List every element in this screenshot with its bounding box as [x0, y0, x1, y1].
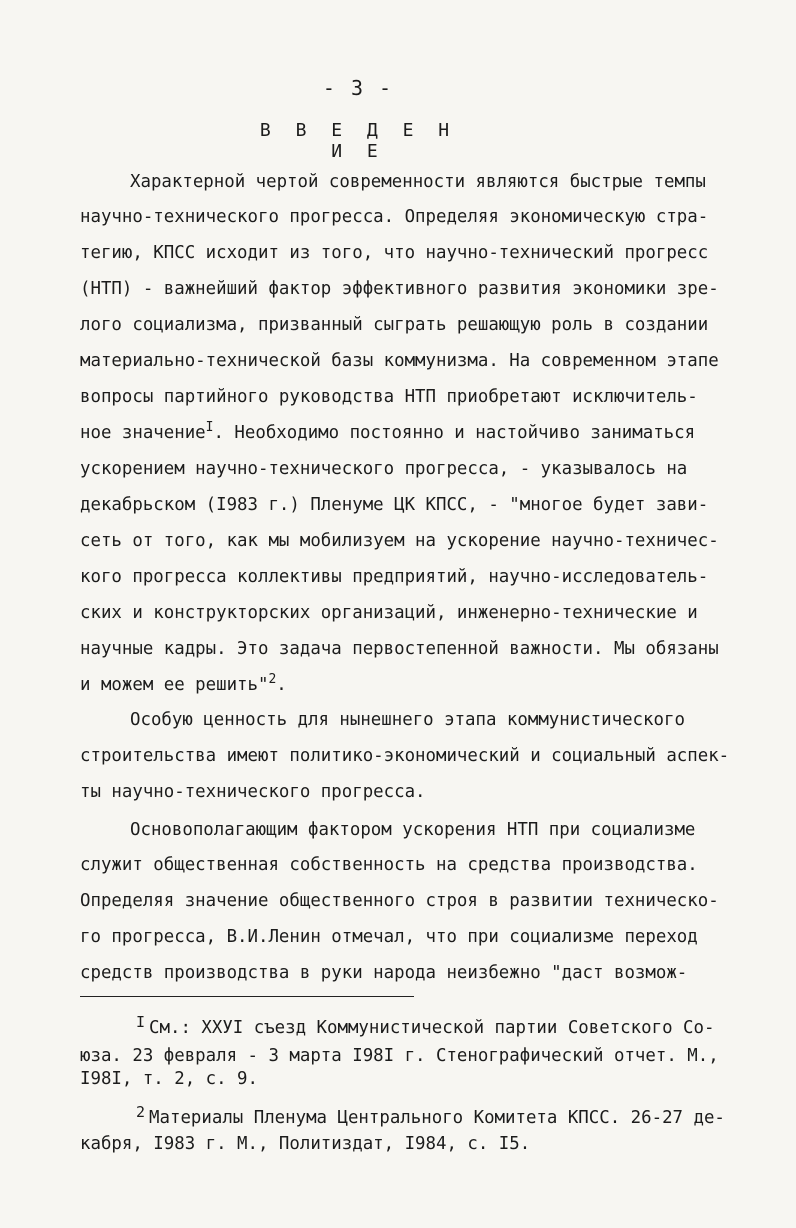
text-fragment: . [276, 675, 287, 695]
footnote-text: См.: ХХУI съезд Коммунистической партии Советского Со- [149, 1018, 715, 1038]
text-line: научно-технического прогресса. Определяя экономическую стра- [80, 207, 709, 227]
footnote-line: кабря, I983 г. М., Политиздат, I984, с. I5. [80, 1134, 531, 1154]
text-line: Особую ценность для нынешнего этапа коммунистического [130, 710, 685, 730]
footnote-line: юза. 23 февраля - 3 марта I98I г. Стенографический отчет. М., [80, 1046, 719, 1066]
text-line: (НТП) - важнейший фактор эффективного развития экономики зре- [80, 279, 719, 299]
text-line: вопросы партийного руководства НТП приобретают исключитель- [80, 387, 698, 407]
text-line: средств производства в руки народа неизбежно "даст возмож- [80, 963, 688, 983]
text-line: тегию, КПСС исходит из того, что научно-технический прогресс [80, 243, 709, 263]
text-line: кого прогресса коллективы предприятий, научно-исследователь- [80, 567, 709, 587]
text-line [80, 673, 287, 697]
text-line: материально-технической базы коммунизма. На современном этапе [80, 351, 719, 371]
section-heading: В В Е Д Е Н И Е [259, 120, 457, 162]
footnote-1 [136, 1013, 715, 1040]
text-line: сеть от того, как мы мобилизуем на ускорение научно-техничес- [80, 531, 719, 551]
footnote-marker: 2 [136, 1103, 146, 1121]
text-line: Определяя значение общественного строя в развитии техническо- [80, 891, 719, 911]
text-line: строительства имеют политико-экономический и социальный аспек- [80, 746, 730, 766]
footnote-2 [136, 1103, 725, 1130]
text-fragment: . Необходимо постоянно и настойчиво заниматься [213, 423, 696, 443]
text-line: научные кадры. Это задача первостепенной важности. Мы обязаны [80, 639, 719, 659]
text-line: ускорением научно-технического прогресса, - указывалось на [80, 459, 688, 479]
text-line: го прогресса, В.И.Ленин отмечал, что при социализме переход [80, 927, 698, 947]
footnote-text: Материалы Пленума Центрального Комитета КПСС. 26-27 де- [149, 1108, 725, 1128]
footnote-separator [80, 996, 414, 997]
text-line: ских и конструкторских организаций, инженерно-технические и [80, 603, 698, 623]
text-line: Характерной чертой современности являются быстрые темпы [130, 172, 706, 192]
text-line: ты научно-технического прогресса. [80, 782, 426, 802]
text-fragment: ное значение [80, 423, 206, 443]
footnote-ref-1: I [205, 420, 214, 435]
text-line: декабрьском (I983 г.) Пленуме ЦК КПСС, - "многое будет зави- [80, 495, 709, 515]
footnote-line: I98I, т. 2, с. 9. [80, 1069, 258, 1089]
footnote-marker: I [136, 1013, 146, 1031]
text-fragment: и можем ее решить" [80, 675, 269, 695]
text-line [80, 421, 695, 445]
text-line: лого социализма, призванный сыграть решающую роль в создании [80, 315, 709, 335]
footnote-ref-2: 2 [268, 672, 277, 687]
text-line: Основополагающим фактором ускорения НТП при социализме [130, 820, 696, 840]
text-line: служит общественная собственность на средства производства. [80, 855, 698, 875]
page-number: - 3 - [322, 76, 394, 100]
